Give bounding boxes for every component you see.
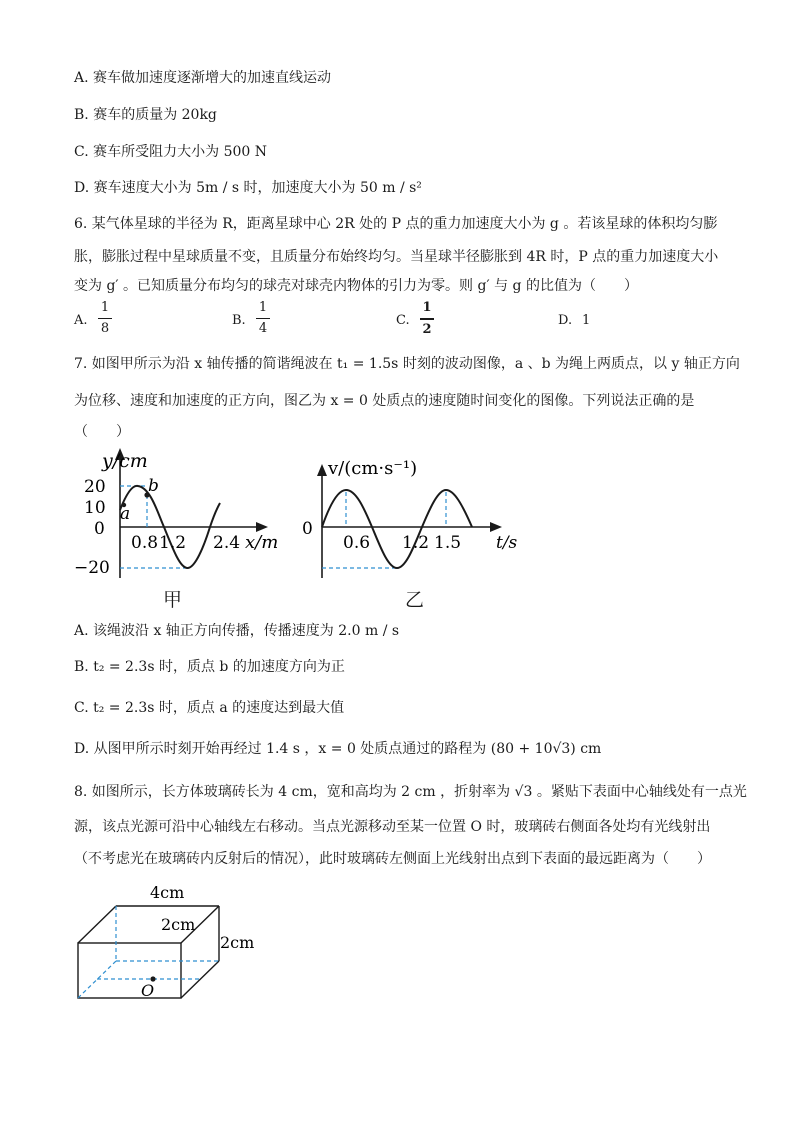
caption-jia: 甲 (163, 589, 183, 611)
t-tick-1.5: 1.5 (434, 533, 462, 553)
t-origin: 0 (302, 519, 313, 539)
option-a-prev: A. 赛车做加速度逐渐增大的加速直线运动 (74, 70, 332, 86)
q7-option-a: A. 该绳波沿 x 轴正方向传播，传播速度为 2.0 m / s (74, 623, 400, 639)
front-face (78, 943, 181, 998)
height-label: 2cm (220, 933, 255, 952)
x-tick-2.4: 2.4 (213, 533, 241, 553)
q7-option-d: D. 从图甲所示时刻开始再经过 1.4 s ，x = 0 处质点通过的路程为 (80 + 10√3) cm (74, 741, 602, 757)
label-a: a (120, 504, 131, 524)
option-b-prev: B. 赛车的质量为 20kg (74, 107, 217, 123)
t-label: t/s (496, 533, 518, 553)
y-tick-10: 10 (84, 498, 106, 518)
q6-line-2: 胀，膨胀过程中星球质量不变，且质量分布始终均匀。当星球半径膨胀到 4R 时，P 点的重力加速度大小 (74, 249, 719, 265)
q7-line-2: 为位移、速度和加速度的正方向，图乙为 x = 0 处质点的速度随时间变化的图像。下列说法正确的是 (74, 393, 695, 409)
q7-option-b: B. t₂ = 2.3s 时，质点 b 的加速度方向为正 (74, 659, 345, 675)
q8-line-3: （不考虑光在玻璃砖内反射后的情况），此时玻璃砖左侧面上光线射出点到下表面的最远距离为（ ） (74, 851, 711, 867)
label-b: b (148, 476, 159, 496)
v-axis-arrow (317, 464, 327, 476)
option-c-prev: C. 赛车所受阻力大小为 500 N (74, 144, 267, 160)
y-tick-minus20: −20 (74, 558, 110, 578)
edge-top-left (78, 906, 116, 943)
q7-line-1: 7. 如图甲所示为沿 x 轴传播的简谐绳波在 t₁ = 1.5s 时刻的波动图像，a 、b 为绳上两质点，以 y 轴正方向 (74, 356, 740, 372)
q8-line-1: 8. 如图所示，长方体玻璃砖长为 4 cm，宽和高均为 2 cm ，折射率为 √3 。紧贴下表面中心轴线处有一点光 (74, 784, 747, 800)
q8-line-2: 源，该点光源可沿中心轴线左右移动。当点光源移动至某一位置 O 时，玻璃砖右侧面各处均有光线射出 (74, 819, 711, 835)
q7-line-3: （ ） (74, 424, 130, 440)
y-tick-0: 0 (94, 519, 105, 539)
glass-brick-figure (70, 880, 270, 1010)
caption-yi: 乙 (405, 589, 425, 611)
q6-line-3: 变为 g′ 。已知质量分布均匀的球壳对球壳内物体的引力为零。则 g′ 与 g 的比值为（ ） (74, 278, 638, 294)
option-d-prev: D. 赛车速度大小为 5m / s 时，加速度大小为 50 m / s² (74, 180, 422, 196)
length-label: 4cm (150, 883, 185, 902)
edge-bottom-right (181, 961, 219, 998)
q6-line-1: 6. 某气体星球的半径为 R，距离星球中心 2R 处的 P 点的重力加速度大小为 g 。若该星球的体积均匀膨 (74, 216, 718, 232)
q7-option-c: C. t₂ = 2.3s 时，质点 a 的速度达到最大值 (74, 700, 345, 716)
velocity-curve (322, 490, 472, 568)
x-tick-1.2: 1.2 (159, 533, 187, 553)
t-tick-0.6: 0.6 (343, 533, 371, 553)
y-label: y/cm (102, 450, 148, 472)
fraction: 1 2 (420, 300, 434, 337)
x-axis-arrow (256, 522, 268, 532)
fraction: 1 8 (98, 300, 112, 336)
fraction: 1 4 (256, 300, 270, 336)
t-tick-1.2: 1.2 (402, 533, 430, 553)
x-tick-0.8: 0.8 (131, 533, 159, 553)
t-axis-arrow (490, 522, 502, 532)
v-label: v/(cm·s⁻¹) (328, 458, 418, 479)
width-label: 2cm (161, 915, 196, 934)
y-tick-20: 20 (84, 477, 106, 497)
o-label: O (141, 981, 155, 1000)
x-label: x/m (245, 532, 279, 553)
wave-graph-jia (74, 448, 290, 613)
